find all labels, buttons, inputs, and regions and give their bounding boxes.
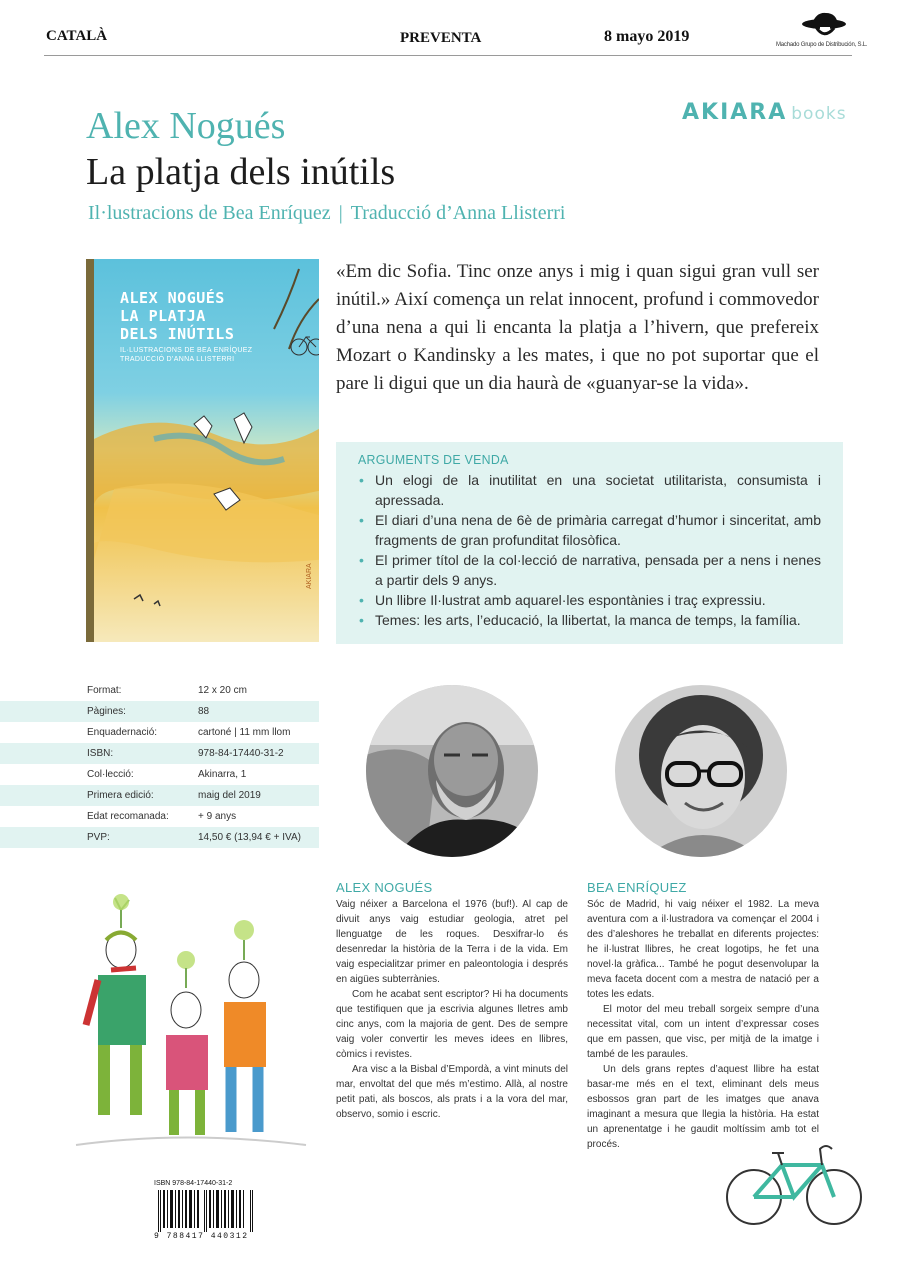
table-row <box>0 701 319 722</box>
spec-label: Edat recomanada: <box>87 811 169 822</box>
cover-text <box>120 289 252 363</box>
spec-label: Col·lecció: <box>87 769 134 780</box>
barcode-isbn: ISBN 978-84-17440-31-2 <box>154 1180 233 1187</box>
list-item: • El primer títol de la col·lecció de narrativa, pensada per a nens i nenes a partir dels 9 anys. <box>358 550 821 590</box>
spec-value: 978-84-17440-31-2 <box>198 748 284 759</box>
children-illustration <box>66 890 316 1165</box>
presale-label: PREVENTA <box>400 30 482 46</box>
spec-value: 12 x 20 cm <box>198 685 247 696</box>
book-blurb: «Em dic Sofia. Tinc onze anys i mig i quan sigui gran vull ser inútil.» Així comença un relat innocent, profund i commovedor d’una nena a qui li encanta la platja a l’hivern, que prefereix Mozart o Kandinsky a les mates, i que no pot suportar que el pare li digui que un dia haurà de «guanyar-se la vida». <box>336 261 819 394</box>
spec-label: Enquadernació: <box>87 727 158 738</box>
bicycle-illustration <box>724 1135 864 1230</box>
table-row <box>0 743 319 764</box>
list-item: • Un llibre Il·lustrat amb aquarel·les espontànies i traç expressiu. <box>358 590 821 610</box>
publisher-logo <box>682 100 847 125</box>
barcode <box>154 1180 264 1242</box>
spec-value: cartoné | 11 mm llom <box>198 727 291 738</box>
author-bio-paragraph: Ara visc a la Bisbal d’Empordà, a vint minuts del mar, envoltat del que més m’estimo. Allà, al nostre petit pati, als boscos, als prats i a la vora del mar, observo, somio i escric. <box>336 1064 568 1120</box>
author-bio <box>336 880 568 1122</box>
illustrator-bio-paragraph: Un dels grans reptes d’aquest llibre ha estat basar-me més en el text, eliminant dels meus esbossos gran part de les imatges que anava imaginant a mesura que llegia la història. Ha estat un aprenentatge i he gaudit moltíssim amb tot el procés. <box>587 1064 819 1150</box>
spec-label: PVP: <box>87 832 110 843</box>
language-label: CATALÀ <box>46 28 108 44</box>
table-row <box>0 785 319 806</box>
credit-separator: | <box>338 202 343 224</box>
table-row <box>0 722 319 743</box>
book-title: La platja dels inútils <box>86 151 396 193</box>
illustrator-portrait <box>615 685 787 857</box>
author-bio-paragraph: Com he acabat sent escriptor? Hi ha documents que testifiquen que ja escrivia algunes lletres amb cinc anys, com la majoria de gent. Des de sempre vaig voler convertir les meves idees en llibres, còmics i revistes. <box>336 989 568 1060</box>
cover-title-line2: DELS INÚTILS <box>120 325 235 343</box>
header-rule <box>44 55 852 56</box>
cover-title-line1: LA PLATJA <box>120 307 206 325</box>
spec-value: 88 <box>198 706 210 717</box>
author-bio-heading: ALEX NOGUÉS <box>336 880 433 895</box>
illustrator-bio-paragraph: El motor del meu treball sorgeix sempre d’una necessitat vital, com un intent d’expressar coses que em passen, que visc, per mitjà de la imatge i també de les paraules. <box>587 1004 819 1060</box>
spec-value: Akinarra, 1 <box>198 769 247 780</box>
sales-heading: ARGUMENTS DE VENDA <box>358 452 509 467</box>
spec-table <box>0 680 319 848</box>
cover-translator: TRADUCCIÓ D’ANNA LLISTERRI <box>120 356 235 363</box>
author-bio-paragraph: Vaig néixer a Barcelona el 1976 (buf!). Al cap de divuit anys vaig estudiar geologia, atret pel llenguatge de les roques. Desxifrar-lo és desenredar la història de la Terra i de la vida. Em vaig especialitzar primer en paleontologia i després en aigües subterrànies. <box>336 899 568 985</box>
author-portrait <box>366 685 538 857</box>
spec-value: maig del 2019 <box>198 790 261 801</box>
list-item: • El diari d’una nena de 6è de primària carregat d’humor i sinceritat, amb fragments de gran profunditat filosòfica. <box>358 510 821 550</box>
illustrator-bio <box>587 880 819 1152</box>
spec-label: Primera edició: <box>87 790 154 801</box>
table-row <box>0 827 319 848</box>
sales-arguments-box <box>336 442 843 644</box>
brand-books: books <box>791 104 847 124</box>
spec-value: + 9 anys <box>198 811 237 822</box>
spec-label: Pàgines: <box>87 706 126 717</box>
illustrator-bio-heading: BEA ENRÍQUEZ <box>587 880 687 895</box>
table-row <box>0 764 319 785</box>
illustrator-bio-paragraph: Sóc de Madrid, hi vaig néixer el 1982. La meva aventura com a il·lustradora va començar el 2004 i des d’aleshores he treballat en diferents projectes: he il·lustrat llibres, he creat logotips, he fet una novel·la gràfica... També he pogut desenvolupar la meva faceta docent com a mestra de natació per a totes les edats. <box>587 899 819 1000</box>
book-credits <box>88 202 565 225</box>
book-cover <box>86 259 319 642</box>
cover-spine-brand: AKIARA <box>306 563 313 589</box>
table-row <box>0 806 319 827</box>
translator-credit: Traducció d’Anna Llisterri <box>350 202 566 224</box>
spec-label: ISBN: <box>87 748 114 759</box>
list-item: • Temes: les arts, l’educació, la llibertat, la manca de temps, la família. <box>358 610 821 630</box>
spec-value: 14,50 € (13,94 € + IVA) <box>198 832 301 843</box>
book-author: Alex Nogués <box>86 105 286 147</box>
table-row <box>0 680 319 701</box>
release-date: 8 mayo 2019 <box>604 28 690 45</box>
list-item: • Un elogi de la inutilitat en una societat utilitarista, consumista i apressada. <box>358 470 821 510</box>
sales-list <box>358 470 821 630</box>
brand-akiara: AKIARA <box>682 100 788 125</box>
barcode-number: 9 788417 440312 <box>154 1232 249 1241</box>
cover-illustrator: IL·LUSTRACIONS DE BEA ENRÍQUEZ <box>120 347 253 354</box>
distributor-name: Machado Grupo de Distribución, S.L. <box>776 42 868 48</box>
illustrator-credit: Il·lustracions de Bea Enríquez <box>88 202 331 224</box>
cover-author: ALEX NOGUÉS <box>120 289 225 307</box>
spec-label: Format: <box>87 685 122 696</box>
barcode-bars <box>158 1190 254 1232</box>
